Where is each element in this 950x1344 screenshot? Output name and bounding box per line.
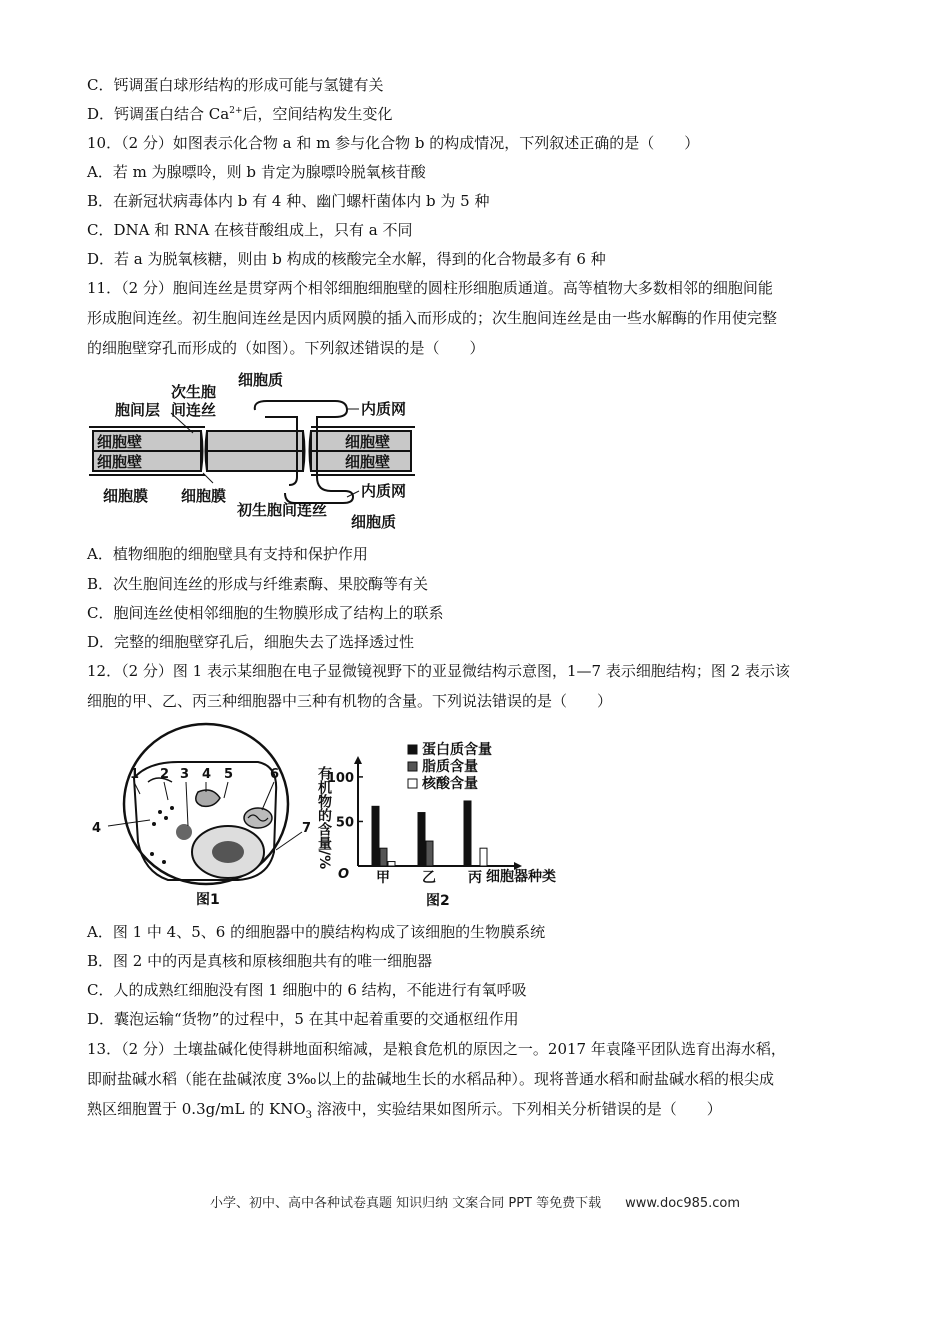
label-membrane-middle: 细胞膜 [181,487,227,505]
label-primary-plasmodesmata: 初生胞间连丝 [237,501,328,519]
label-secondary-line2: 间连丝 [171,401,217,419]
chart-legend [408,741,492,792]
q13-subscript: 3 [305,1110,313,1121]
label-7: 7 [302,821,312,836]
legend-swatch [408,745,417,754]
y-tick-label: 50 [335,815,354,831]
figure-2-caption: 图2 [426,893,450,909]
q13-stem-line3-text-end: 溶液中，实验结果如图所示。下列相关分析错误的是（ ） [312,1100,722,1118]
q9-option-d-superscript: 2+ [229,106,243,116]
category-label: 丙 [468,870,482,886]
ribosome [152,822,156,826]
ribosome [170,806,174,810]
q13-stem-line3 [87,1098,722,1120]
label-4: 4 [202,767,212,782]
q11-stem-line3: 的细胞壁穿孔而形成的（如图）。下列叙述错误的是（ ） [87,339,485,357]
q10-option-c: C．DNA 和 RNA 在核苷酸组成上，只有 a 不同 [87,221,413,239]
q10-option-d: D．若 a 为脱氧核糖，则由 b 构成的核酸完全水解，得到的化合物最多有 6 种 [87,250,606,268]
leader-line [262,782,274,810]
centrosome [176,824,192,840]
chart-bars [372,801,487,886]
q13-stem-line2: 即耐盐碱水稻（能在盐碱浓度 3‰以上的盐碱地生长的水稻品种）。现将普通水稻和耐盐碱水稻的根尖成 [87,1070,774,1088]
label-wall-bottom-right: 细胞壁 [345,453,391,471]
ribosome [158,810,162,814]
ribosome [162,860,166,864]
q13-stem-line1: 13．（2 分）土壤盐碱化使得耕地面积缩减，是粮食危机的原因之一。2017 年袁隆平团队选育出海水稻， [87,1040,786,1058]
label-cytoplasm-top: 细胞质 [238,371,284,389]
legend-entry: 蛋白质含量 [422,742,492,758]
bar-0-1 [380,848,387,866]
chart-origin: O [338,867,350,882]
q11-option-c: C．胞间连丝使相邻细胞的生物膜形成了结构上的联系 [87,604,444,622]
cell-wall-band [207,431,303,451]
leader-line [108,820,150,826]
plasmodesmata-figure [85,365,420,535]
label-er-top: 内质网 [361,400,407,418]
bar-2-2 [480,848,487,866]
q12-stem-line2: 细胞的甲、乙、丙三种细胞器中三种有机物的含量。下列说法错误的是（ ） [87,692,613,710]
q11-stem-line1: 11．（2 分）胞间连丝是贯穿两个相邻细胞细胞壁的圆柱形细胞质通道。高等植物大多数相邻的细胞间能 [87,279,773,297]
leader-line [203,473,213,483]
q12-option-a: A．图 1 中 4、5、6 的细胞器中的膜结构构成了该细胞的生物膜系统 [87,923,546,941]
cell-wall-band [207,451,303,471]
footer-text: 小学、初中、高中各种试卷真题 知识归纳 文案合同 PPT 等免费下载 [209,1196,602,1211]
q12-option-b: B．图 2 中的丙是真核和原核细胞共有的唯一细胞器 [87,952,433,970]
chart-ylabel: 有机物的含量/% [316,766,332,870]
leader-line [186,782,188,826]
q11-option-d: D．完整的细胞壁穿孔后，细胞失去了选择透过性 [87,633,415,651]
label-middle-lamella: 胞间层 [115,401,161,419]
label-5: 5 [224,767,234,782]
label-2: 2 [160,767,170,782]
bar-1-0 [418,813,425,866]
bar-2-0 [464,801,471,866]
footer-url[interactable]: www.doc985.com [625,1196,741,1211]
bar-0-2 [388,862,395,866]
figure-2-bar-chart [318,742,588,914]
q9-option-d [87,103,393,125]
legend-swatch [408,779,417,788]
category-label: 甲 [376,870,390,886]
figure-1-cell [88,722,320,914]
bar-0-0 [372,806,379,866]
q12-option-c: C．人的成熟红细胞没有图 1 细胞中的 6 结构，不能进行有氧呼吸 [87,981,527,999]
legend-entry: 脂质含量 [422,759,478,775]
q9-option-d-text-end: 后，空间结构发生变化 [242,105,393,123]
legend-swatch [408,762,417,771]
label-1: 1 [130,767,140,782]
label-wall-top-left: 细胞壁 [97,433,143,451]
nucleolus [212,841,244,863]
ribosome [164,816,168,820]
label-6: 6 [270,767,280,782]
q12-option-d: D．囊泡运输“货物”的过程中，5 在其中起着重要的交通枢纽作用 [87,1010,519,1028]
q11-option-b: B．次生胞间连丝的形成与纤维素酶、果胶酶等有关 [87,575,429,593]
golgi-apparatus [196,790,220,806]
legend-entry: 核酸含量 [422,776,478,792]
label-membrane-left: 细胞膜 [103,487,149,505]
q13-stem-line3-text: 熟区细胞置于 0.3g/mL 的 KNO [87,1100,306,1118]
ribosome [150,852,154,856]
bar-1-1 [426,841,433,866]
y-tick-label: 100 [326,770,354,786]
label-er-bottom: 内质网 [361,482,407,500]
y-axis-arrow [354,756,362,764]
category-label: 乙 [422,870,436,886]
q10-option-b: B．在新冠状病毒体内 b 有 4 种、幽门螺杆菌体内 b 为 5 种 [87,192,490,210]
figure-1-caption: 图1 [196,892,220,908]
label-cytoplasm-bottom: 细胞质 [351,513,397,531]
q11-option-a: A．植物细胞的细胞壁具有支持和保护作用 [87,545,368,563]
leader-line [224,782,228,798]
chart-xlabel: 细胞器种类 [486,869,556,885]
q11-stem-line2: 形成胞间连丝。初生胞间连丝是因内质网膜的插入而形成的；次生胞间连丝是由一些水解酶的作用使完整 [87,309,778,327]
label-4-left: 4 [92,821,102,836]
q10-stem: 10．（2 分）如图表示化合物 a 和 m 参与化合物 b 的构成情况，下列叙述正确的是（ ） [87,134,700,152]
q9-option-c: C．钙调蛋白球形结构的形成可能与氢键有关 [87,76,384,94]
label-wall-top-right: 细胞壁 [345,433,391,451]
q10-option-a: A．若 m 为腺嘌呤，则 b 肯定为腺嘌呤脱氧核苷酸 [87,163,426,181]
label-wall-bottom-left: 细胞壁 [97,453,143,471]
label-secondary-line1: 次生胞 [171,383,217,401]
label-3: 3 [180,767,190,782]
leader-line [164,782,168,800]
page-footer [0,1192,950,1211]
q12-stem-line1: 12．（2 分）图 1 表示某细胞在电子显微镜视野下的亚显微结构示意图，1—7 表示细胞结构；图 2 表示该 [87,662,790,680]
q9-option-d-text: D．钙调蛋白结合 Ca [87,105,230,123]
